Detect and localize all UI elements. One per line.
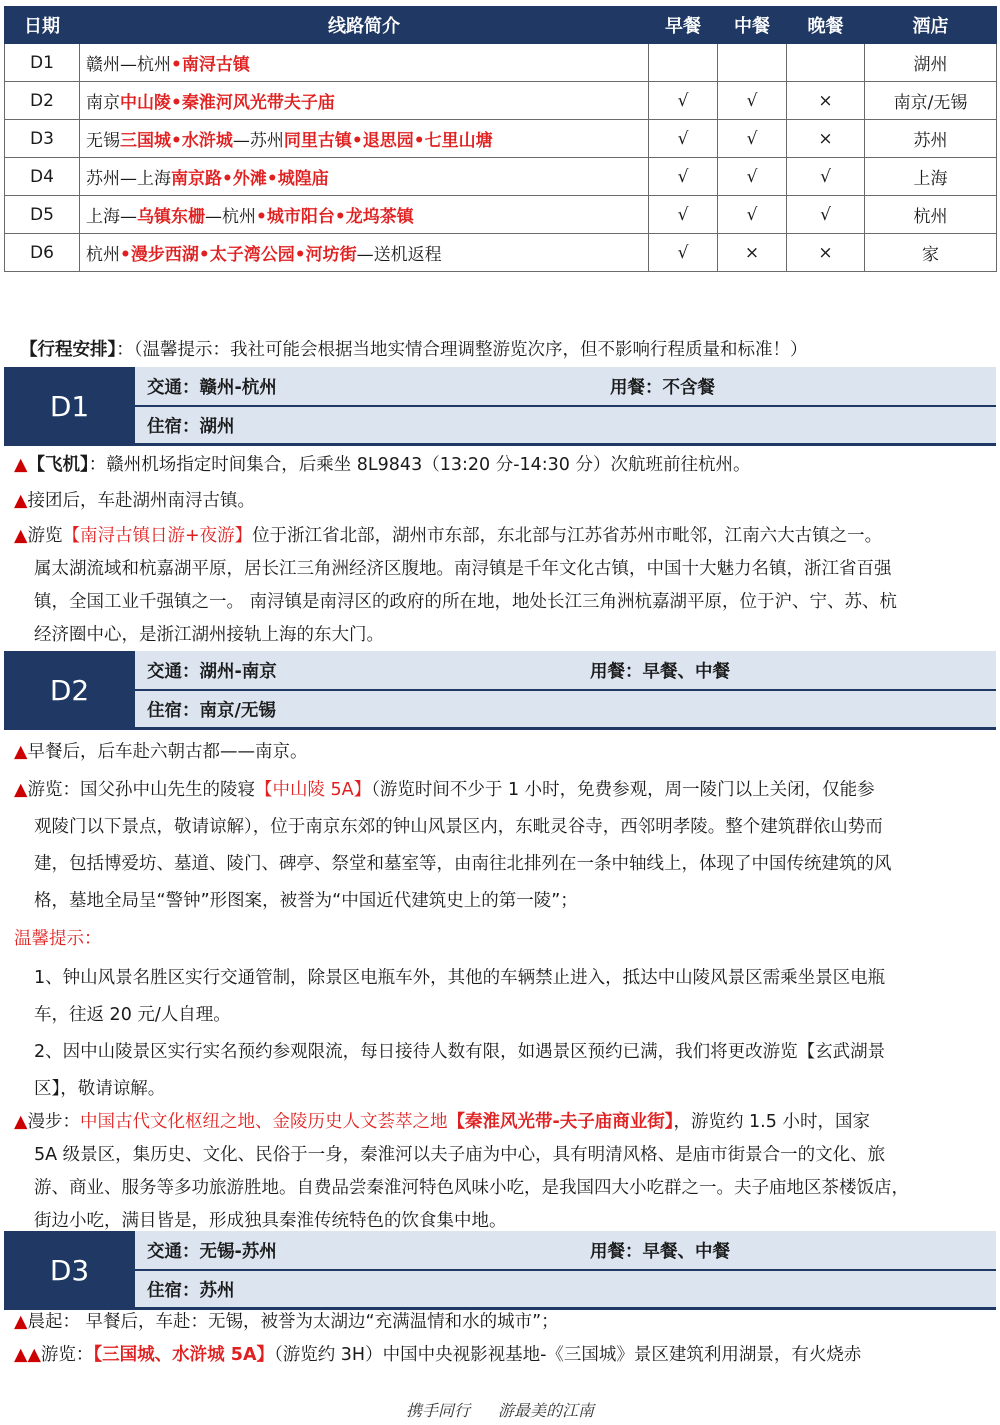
table-row [5, 234, 997, 272]
header-dinner: 晚餐 [787, 7, 865, 44]
qinhuai-line-3: 游、商业、服务等多功旅游胜地。自费品尝秦淮河特色风味小吃，是我国四大小吃群之一。夫子庙地区茶楼饭店， [34, 1178, 909, 1198]
qinhuai-subtitle: 中国古代文化枢纽之地、金陵历史人文荟萃之地 [79, 1112, 448, 1132]
bullet-triangle-icon: ▲ [14, 742, 28, 762]
cell-route [80, 44, 649, 82]
route-summary-table [4, 6, 997, 272]
bullet-triangle-icon: ▲ [14, 1312, 28, 1332]
header-hotel: 酒店 [865, 7, 997, 44]
cell-hotel: 杭州 [865, 196, 997, 234]
tip-1-line-1: 1、钟山风景名胜区实行交通管制，除景区电瓶车外，其他的车辆禁止进入，抵达中山陵风景区需乘坐景区电瓶 [34, 968, 886, 988]
tip-2-line-1: 2、因中山陵景区实行实名预约参观限流，每日接待人数有限，如遇景区预约已满，我们将更改游览【玄武湖景 [34, 1042, 886, 1062]
route-text: 苏州—上海 [86, 169, 171, 189]
d3-sanguo-paragraph [14, 1339, 994, 1372]
notice-text: ：（温馨提示：我社可能会根据当地实情合理调整游览次序，但不影响行程质量和标准！） [116, 340, 808, 360]
table-body [5, 44, 997, 272]
cell-breakfast: √ [649, 196, 718, 234]
day-1-header [4, 367, 996, 446]
route-text: 杭州 [86, 245, 120, 265]
qinhuai-highlight: 【秦淮风光带-夫子庙商业街】 [447, 1112, 674, 1132]
qinhuai-line-4: 街边小吃，满目皆是，形成独具秦淮传统特色的饮食集中地。 [34, 1211, 507, 1231]
d1-nanxun-paragraph [14, 520, 994, 652]
route-highlight: •城市阳台•龙坞茶镇 [256, 207, 414, 227]
bullet-double-triangle-icon: ▲▲ [14, 1345, 41, 1365]
cell-lunch: √ [718, 196, 787, 234]
table-row [5, 82, 997, 120]
cell-lunch: × [718, 234, 787, 272]
nanxun-line-1: 位于浙江省北部，湖州市东部，东北部与江苏省苏州市毗邻，江南六大古镇之一。 [252, 526, 883, 546]
cell-lunch: √ [718, 120, 787, 158]
route-highlight: 南京路•外滩•城隍庙 [171, 169, 329, 189]
d1-flight-paragraph [14, 449, 994, 482]
route-highlight: 三国城•水浒城 [120, 131, 233, 151]
cell-route [80, 120, 649, 158]
sanguo-highlight: 【三国城、水浒城 5A】 [93, 1345, 274, 1365]
day-code: D2 [4, 651, 135, 730]
nanxun-line-4: 经济圈中心，是浙江湖州接轨上海的东大门。 [34, 625, 384, 645]
cell-breakfast: √ [649, 158, 718, 196]
transport-text: 交通：赣州-杭州 [147, 377, 277, 398]
day-transport-row [135, 1231, 996, 1271]
route-text: 上海— [86, 207, 137, 227]
cell-dinner [787, 44, 865, 82]
footer-right: 游最美的江南 [498, 1401, 595, 1420]
route-text: 南京 [86, 93, 120, 113]
cell-breakfast [649, 44, 718, 82]
route-highlight: •漫步西湖•太子湾公园•河坊街 [120, 245, 357, 265]
route-highlight: •南浔古镇 [171, 55, 250, 75]
nanxun-highlight: 【南浔古镇日游+夜游】 [62, 526, 253, 546]
cell-dinner: × [787, 234, 865, 272]
day-stay-row [135, 407, 996, 446]
header-route: 线路简介 [80, 7, 649, 44]
cell-hotel: 湖州 [865, 44, 997, 82]
d3-morning-paragraph [14, 1306, 994, 1339]
table-header-row [5, 7, 997, 44]
notice-label: 【行程安排】 [20, 340, 117, 360]
cell-route [80, 196, 649, 234]
day-code: D1 [4, 367, 135, 446]
header-date: 日期 [5, 7, 80, 44]
day-2-header [4, 651, 996, 730]
route-highlight: 同里古镇•退思园•七里山塘 [283, 131, 493, 151]
cell-hotel: 家 [865, 234, 997, 272]
sanguo-text: （游览约 3H）中国中央视影视基地-《三国城》景区建筑利用湖景，有火烧赤 [273, 1345, 862, 1365]
cell-day: D1 [5, 44, 80, 82]
stay-text: 住宿：南京/无锡 [147, 700, 276, 721]
qinhuai-line-2: 5A 级景区，集历史、文化、民俗于一身，秦淮河以夫子庙为中心，具有明清风格、是庙市街景合一的文化、旅 [34, 1145, 886, 1165]
cell-route [80, 158, 649, 196]
d2-qinhuai-paragraph [14, 1106, 994, 1238]
route-text: 赣州—杭州 [86, 55, 171, 75]
cell-hotel: 南京/无锡 [865, 82, 997, 120]
zhongshan-highlight: 【中山陵 5A】 [254, 780, 372, 800]
meal-text: 用餐：不含餐 [610, 377, 715, 398]
tip-2-line-2: 区】，敬请谅解。 [34, 1079, 166, 1099]
itinerary-notice [20, 336, 808, 361]
transport-text: 交通：无锡-苏州 [147, 1241, 277, 1262]
route-highlight: 乌镇东栅 [137, 207, 205, 227]
cell-day: D4 [5, 158, 80, 196]
day-stay-row [135, 691, 996, 730]
cell-day: D2 [5, 82, 80, 120]
flight-label: 【飞机】 [27, 455, 89, 475]
cell-hotel: 上海 [865, 158, 997, 196]
table-row [5, 120, 997, 158]
bullet-triangle-icon: ▲ [14, 780, 28, 800]
stay-text: 住宿：湖州 [147, 416, 235, 437]
zhongshan-line-3: 建，包括博爱坊、墓道、陵门、碑亭、祭堂和墓室等，由南往北排列在一条中轴线上，体现了中国传统建筑的风 [34, 854, 892, 874]
day-transport-row [135, 367, 996, 407]
bullet-triangle-icon: ▲ [14, 455, 28, 475]
zhongshan-prefix: 游览：国父孙中山先生的陵寝 [27, 780, 255, 800]
cell-lunch: √ [718, 82, 787, 120]
cell-breakfast: √ [649, 234, 718, 272]
cell-day: D3 [5, 120, 80, 158]
table-row [5, 196, 997, 234]
qinhuai-line-1: ，游览约 1.5 小时，国家 [673, 1112, 870, 1132]
cell-day: D5 [5, 196, 80, 234]
d2-tip-list [14, 960, 994, 1108]
transport-text: 交通：湖州-南京 [147, 661, 277, 682]
cell-route [80, 234, 649, 272]
cell-lunch: √ [718, 158, 787, 196]
day-3-header [4, 1231, 996, 1310]
d2-breakfast-paragraph [14, 736, 994, 769]
d2-zhongshan-paragraph [14, 772, 994, 920]
cell-breakfast: √ [649, 120, 718, 158]
stay-text: 住宿：苏州 [147, 1280, 235, 1301]
breakfast-text: 早餐后，后车赴六朝古都——南京。 [27, 742, 308, 762]
footer-slogan [0, 1398, 1000, 1421]
header-breakfast: 早餐 [649, 7, 718, 44]
cell-day: D6 [5, 234, 80, 272]
day-code: D3 [4, 1231, 135, 1310]
cell-breakfast: √ [649, 82, 718, 120]
cell-hotel: 苏州 [865, 120, 997, 158]
table-row [5, 44, 997, 82]
visit-prefix: 游览 [27, 526, 63, 546]
morning-text: 晨起： 早餐后，车赴：无锡，被誉为太湖边“充满温情和水的城市”； [27, 1312, 559, 1332]
zhongshan-line-1: （游览时间不少于 1 小时，免费参观，周一陵门以上关闭，仅能参 [371, 780, 875, 800]
route-text: —杭州 [205, 207, 256, 227]
cell-dinner: × [787, 120, 865, 158]
cell-dinner: × [787, 82, 865, 120]
cell-route [80, 82, 649, 120]
flight-text: ：赣州机场指定时间集合，后乘坐 8L9843（13:20 分-14:30 分）次航班前往杭州。 [88, 455, 751, 475]
meal-text: 用餐：早餐、中餐 [590, 1241, 730, 1262]
nanxun-line-2: 属太湖流域和杭嘉湖平原，居长江三角洲经济区腹地。南浔镇是千年文化古镇，中国十大魅力名镇，浙江省百强 [34, 559, 892, 579]
tip-1-line-2: 车，往返 20 元/人自理。 [34, 1005, 231, 1025]
route-text: 无锡 [86, 131, 120, 151]
footer-left: 携手同行 [405, 1401, 470, 1420]
day-transport-row [135, 651, 996, 691]
cell-dinner: √ [787, 158, 865, 196]
cell-lunch [718, 44, 787, 82]
route-text: —送机返程 [356, 245, 442, 265]
route-text: —苏州 [232, 131, 284, 151]
header-lunch: 中餐 [718, 7, 787, 44]
day-stay-row [135, 1271, 996, 1310]
sanguo-prefix: 游览： [40, 1345, 94, 1365]
d2-tip-title: 温馨提示： [14, 929, 102, 949]
transfer-text: 接团后，车赴湖州南浔古镇。 [27, 491, 255, 511]
bullet-triangle-icon: ▲ [14, 526, 28, 546]
bullet-triangle-icon: ▲ [14, 491, 28, 511]
bullet-triangle-icon: ▲ [14, 1112, 28, 1132]
zhongshan-line-2: 观陵门以下景点，敬请谅解），位于南京东郊的钟山风景区内，东毗灵谷寺，西邻明孝陵。整个建筑群依山势而 [34, 817, 883, 837]
route-highlight: 中山陵•秦淮河风光带夫子庙 [120, 93, 335, 113]
cell-dinner: √ [787, 196, 865, 234]
d1-transfer-paragraph [14, 485, 994, 518]
zhongshan-line-4: 格，墓地全局呈“警钟”形图案，被誉为“中国近代建筑史上的第一陵”； [34, 891, 578, 911]
meal-text: 用餐：早餐、中餐 [590, 661, 730, 682]
nanxun-line-3: 镇，全国工业千强镇之一。 南浔镇是南浔区的政府的所在地，地处长江三角洲杭嘉湖平原，位于沪、宁、苏、杭 [34, 592, 898, 612]
table-row [5, 158, 997, 196]
qinhuai-prefix: 漫步： [27, 1112, 80, 1132]
